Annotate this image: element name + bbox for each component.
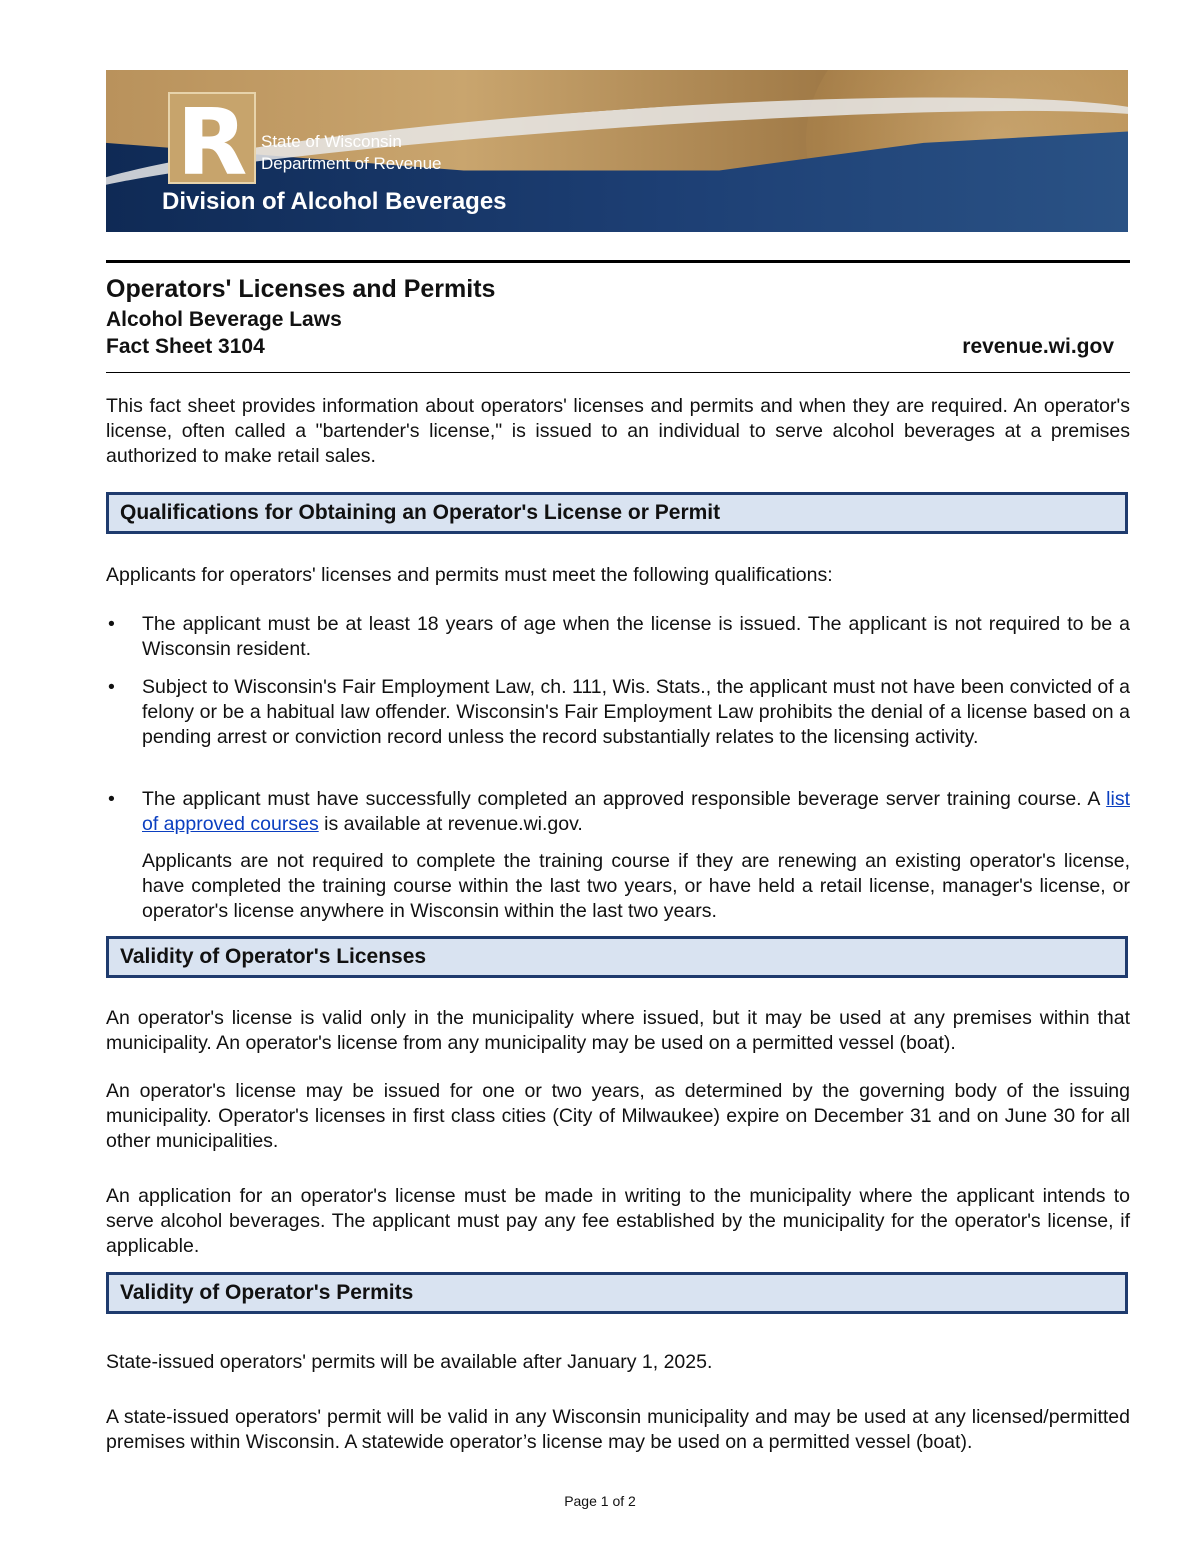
section-heading-permits [106, 1272, 1128, 1314]
bullet-text [142, 787, 1130, 837]
website-label: revenue.wi.gov [962, 335, 1114, 358]
list-item [106, 675, 1130, 750]
top-divider [106, 260, 1130, 263]
list-item [106, 612, 1130, 662]
header-banner [106, 70, 1128, 232]
list-item [106, 787, 1130, 924]
bullet-text-start: The applicant must have successfully completed an approved responsible beverage server training course. A [142, 788, 1107, 810]
section-heading-licenses [106, 936, 1128, 978]
licenses-paragraph-1: An operator's license is valid only in the municipality where issued, but it may be used at any premises within that municipality. An operator's license from any municipality may be used on a permitted vessel (boat). [106, 1007, 1130, 1054]
approved-courses-link[interactable]: list of approved courses [142, 788, 1130, 835]
agency-state: State of Wisconsin [261, 132, 402, 151]
permits-paragraph-2: A state-issued operators' permit will be valid in any Wisconsin municipality and may be used at any licensed/permitted premises within Wisconsin. A statewide operator’s license may be used on a permitted vessel (boat). [106, 1406, 1130, 1453]
page-title: Operators' Licenses and Permits [106, 275, 496, 303]
section-heading-qualifications [106, 492, 1128, 534]
licenses-paragraph-3: An application for an operator's license must be made in writing to the municipality where the applicant intends to serve alcohol beverages. The applicant must pay any fee established by the municipality for the operator's license, if applicable. [106, 1185, 1130, 1257]
agency-department: Department of Revenue [261, 154, 442, 173]
bullet-text: Subject to Wisconsin's Fair Employment Law, ch. 111, Wis. Stats., the applicant must not have been convicted of a felony or be a habitual law offender. Wisconsin's Fair Employment Law prohibits the denial of a license based on a pending arrest or conviction record unless the record substantially relates to the licensing activity. [142, 676, 1130, 748]
header-divider [106, 372, 1130, 373]
licenses-paragraph-2: An operator's license may be issued for one or two years, as determined by the governing body of the issuing municipality. Operator's licenses in first class cities (City of Milwaukee) expire on December 31 and on June 30 for all other municipalities. [106, 1080, 1130, 1152]
section-heading-text: Qualifications for Obtaining an Operator's License or Permit [120, 501, 721, 524]
page-number: Page 1 of 2 [564, 1493, 636, 1509]
bullet-icon: • [108, 788, 115, 810]
section-heading-text: Validity of Operator's Licenses [120, 945, 427, 968]
bullet-text-end: is available at revenue.wi.gov. [318, 813, 583, 835]
bullet-icon: • [108, 613, 115, 635]
permits-paragraph-1: State-issued operators' permits will be available after January 1, 2025. [106, 1351, 713, 1373]
page-subtitle: Alcohol Beverage Laws [106, 308, 342, 331]
revenue-logo-icon [168, 89, 256, 196]
bullet-note: Applicants are not required to complete the training course if they are renewing an existing operator's license, have completed the training course within the last two years, or have held a retail license, manager's license, or operator's license anywhere in Wisconsin within the last two years. [142, 850, 1130, 922]
intro-paragraph: This fact sheet provides information about operators' licenses and permits and when they are required. An operator's license, often called a "bartender's license," is issued to an individual to serve alcohol beverages at a premises authorized to make retail sales. [106, 395, 1130, 467]
qualifications-lead: Applicants for operators' licenses and permits must meet the following qualifications: [106, 564, 833, 586]
section-heading-text: Validity of Operator's Permits [120, 1281, 414, 1304]
logo-letter: R [176, 89, 248, 196]
fact-sheet-number: Fact Sheet 3104 [106, 335, 265, 358]
division-name: Division of Alcohol Beverages [162, 188, 507, 215]
bullet-icon: • [108, 676, 115, 698]
bullet-text: The applicant must be at least 18 years of age when the license is issued. The applicant is not required to be a Wisconsin resident. [142, 613, 1130, 660]
